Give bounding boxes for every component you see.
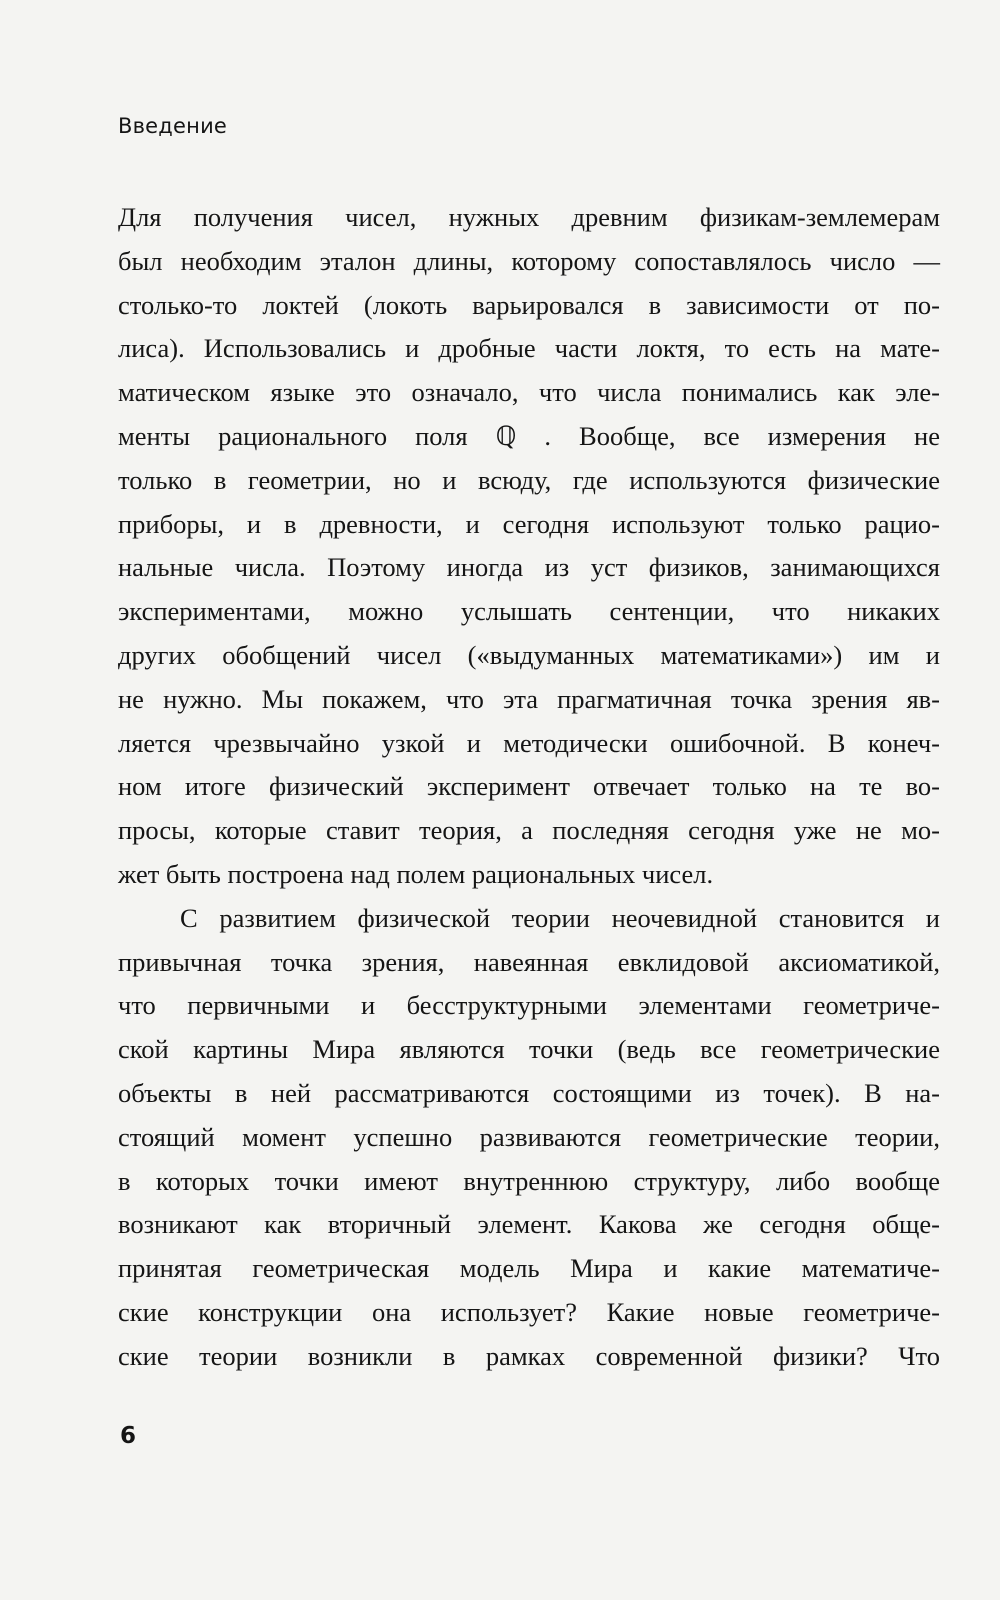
text-line: не нужно. Мы покажем, что эта прагматичная точка зрения яв- [118,683,940,714]
text-line: других обобщений чисел («выдуманных математиками») им и [118,639,940,670]
text-line: столько-то локтей (локоть варьировался в зависимости от по- [118,289,940,320]
text-line: стоящий момент успешно развиваются геометрические теории, [118,1121,940,1152]
text-line: объекты в ней рассматриваются состоящими из точек). В на- [118,1077,940,1108]
text-line: матическом языке это означало, что числа понимались как эле- [118,377,940,408]
text-line: возникают как вторичный элемент. Какова же сегодня обще- [118,1209,940,1240]
text-line: С развитием физической теории неочевидной становится и [180,902,940,933]
text-line: только в геометрии, но и всюду, где используются физические [118,464,940,495]
text-line: нальные числа. Поэтому иногда из уст физиков, занимающихся [118,552,940,583]
text-line: был необходим эталон длины, которому сопоставлялось число — [118,245,940,276]
text-line: экспериментами, можно услышать сентенции, что никаких [118,596,940,627]
text-line: лиса). Использовались и дробные части локтя, то есть на мате- [118,333,940,364]
text-line: привычная точка зрения, навеянная евклидовой аксиоматикой, [118,946,940,977]
text-line: просы, которые ставит теория, а последняя сегодня уже не мо- [118,815,940,846]
body-text [118,196,940,1379]
text-line: менты рационального поля ℚ . Вообще, все измерения не [118,420,940,451]
text-line: жет быть построена над полем рациональных чисел. [118,858,714,889]
text-line: принятая геометрическая модель Мира и какие математиче- [118,1253,940,1284]
page-number: 6 [120,1423,137,1449]
text-line: ские теории возникли в рамках современной физики? Что [118,1340,940,1371]
text-line: ляется чрезвычайно узкой и методически ошибочной. В конеч- [118,727,940,758]
text-line: ские конструкции она использует? Какие новые геометриче- [118,1296,940,1327]
text-line: что первичными и бесструктурными элементами геометриче- [118,990,940,1021]
text-line: ской картины Мира являются точки (ведь все геометрические [118,1034,940,1065]
text-line: ном итоге физический эксперимент отвечает только на те во- [118,771,940,802]
text-line: Для получения чисел, нужных древним физикам-землемерам [118,202,940,232]
text-line: в которых точки имеют внутреннюю структуру, либо вообще [118,1165,940,1196]
running-title: Введение [118,114,228,138]
text-line: приборы, и в древности, и сегодня используют только рацио- [118,508,940,539]
